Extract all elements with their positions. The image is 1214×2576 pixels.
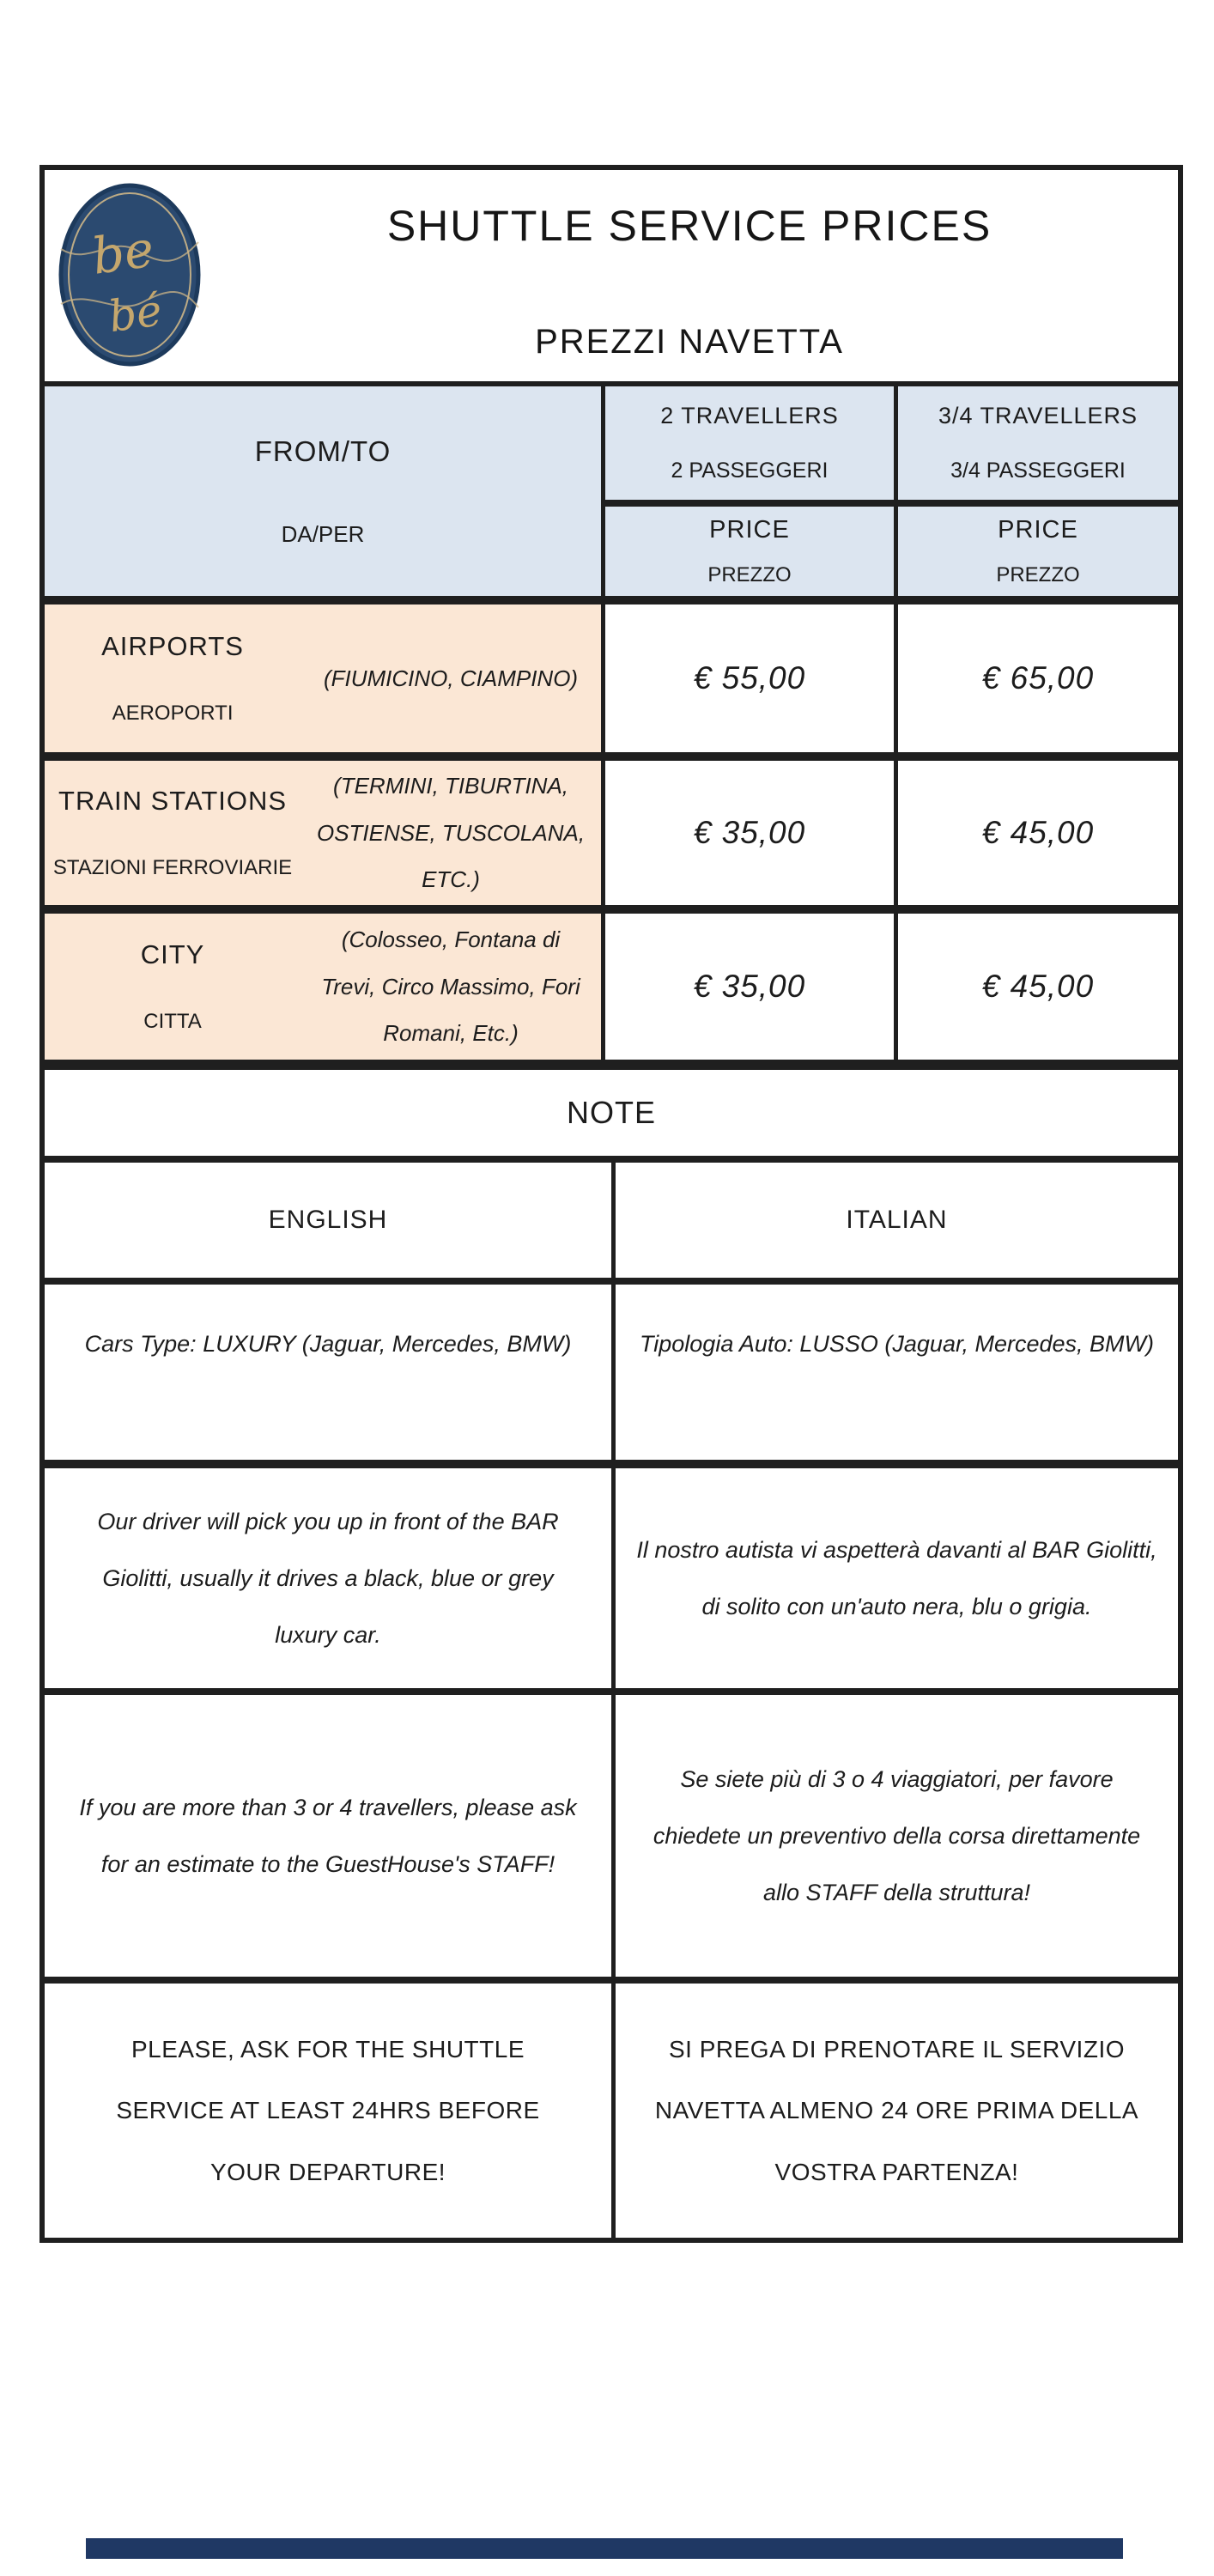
2-travellers-it: 2 PASSEGGERI [671, 459, 829, 483]
note-cell-en [45, 1468, 611, 1688]
note-cell-en [45, 1695, 611, 1977]
price-table-header [45, 381, 1178, 596]
note-cell-it [611, 1468, 1178, 1688]
2-travellers-en: 2 TRAVELLERS [660, 403, 839, 428]
guesthouse-logo-icon [58, 182, 201, 368]
destination-detail: (FIUMICINO, CIAMPINO) [323, 665, 579, 691]
note-cell-en [45, 1984, 611, 2238]
destination-names [45, 939, 300, 1034]
shuttle-price-sheet [39, 165, 1183, 2243]
destination-en: TRAIN STATIONS [58, 786, 288, 816]
english-column-header-cell [45, 1163, 611, 1278]
note-section-header [45, 1060, 1178, 1156]
price-value: € 45,00 [981, 969, 1095, 1004]
english-header: ENGLISH [268, 1206, 388, 1234]
note-text-it: Se siete più di 3 o 4 viaggiatori, per favore chiedete un preventivo della corsa direttamente allo STAFF della struttura! [653, 1765, 1141, 1906]
price-value: € 45,00 [981, 815, 1095, 850]
34-travellers-it: 3/4 PASSEGGERI [950, 459, 1126, 483]
document-titles [209, 182, 1169, 381]
price-34-it: PREZZO [996, 562, 1080, 586]
destination-en: AIRPORTS [101, 631, 244, 661]
page-subtitle: PREZZI NAVETTA [535, 323, 844, 361]
note-cell-it [611, 1984, 1178, 2238]
from-to-en: FROM/TO [254, 434, 392, 467]
table-row-train-stations [45, 752, 1178, 905]
language-header-row [45, 1156, 1178, 1278]
page-title: SHUTTLE SERVICE PRICES [386, 202, 992, 250]
price-cell-34pax [894, 761, 1178, 905]
price-cell-34pax [894, 605, 1178, 752]
destination-detail: (Colosseo, Fontana di Trevi, Circo Massimo, Fori Romani, Etc.) [321, 927, 580, 1047]
destination-it: STAZIONI FERROVIARIE [52, 856, 293, 879]
price-2-en: PRICE [709, 515, 790, 544]
header-price-2 [601, 507, 894, 596]
italian-column-header-cell [611, 1163, 1178, 1278]
price-value: € 65,00 [981, 660, 1095, 696]
note-text-en: Our driver will pick you up in front of the BAR Giolitti, usually it drives a black, blue or grey luxury car. [97, 1508, 559, 1649]
destination-detail: (TERMINI, TIBURTINA, OSTIENSE, TUSCOLANA, ETC.) [316, 773, 586, 893]
price-34-en: PRICE [998, 515, 1078, 544]
destination-en: CITY [140, 939, 205, 969]
note-cell-it [611, 1695, 1178, 1977]
note-text-it: Il nostro autista vi aspetterà davanti al BAR Giolitti, di solito con un'auto nera, blu o grigia. [636, 1536, 1157, 1619]
note-text-en: Cars Type: LUXURY (Jaguar, Mercedes, BMW) [84, 1331, 572, 1357]
note-text-it: SI PREGA DI PRENOTARE IL SERVIZIO NAVETTA ALMENO 24 ORE PRIMA DELLA VOSTRA PARTENZA! [654, 2035, 1139, 2185]
price-cell-2pax [601, 761, 894, 905]
note-cell-en [45, 1285, 611, 1460]
destination-it: AEROPORTI [112, 702, 234, 725]
note-text-en: PLEASE, ASK FOR THE SHUTTLE SERVICE AT LEAST 24HRS BEFORE YOUR DEPARTURE! [116, 2035, 540, 2185]
table-row-city [45, 905, 1178, 1060]
destination-names [45, 631, 300, 726]
note-row-driver-pickup [45, 1460, 1178, 1688]
note-text-it: Tipologia Auto: LUSSO (Jaguar, Mercedes, BMW) [640, 1331, 1154, 1357]
price-value: € 35,00 [693, 969, 806, 1004]
note-cell-it [611, 1285, 1178, 1460]
note-title: NOTE [566, 1095, 656, 1130]
header-from-to [45, 386, 601, 596]
table-row-airports [45, 596, 1178, 752]
destination-cell [45, 761, 601, 905]
price-cell-34pax [894, 914, 1178, 1060]
note-text-en: If you are more than 3 or 4 travellers, please ask for an estimate to the GuestHouse's STAFF! [79, 1794, 577, 1877]
footer-accent-bar [86, 2538, 1123, 2559]
price-cell-2pax [601, 605, 894, 752]
destination-it: CITTA [143, 1010, 202, 1033]
header-price-34 [894, 507, 1178, 596]
title-block [45, 170, 1178, 381]
34-travellers-en: 3/4 TRAVELLERS [938, 403, 1138, 428]
destination-cell [45, 914, 601, 1060]
header-2-travellers [601, 386, 894, 507]
destination-cell [45, 605, 601, 752]
header-34-travellers [894, 386, 1178, 507]
note-row-group-estimate [45, 1688, 1178, 1977]
price-cell-2pax [601, 914, 894, 1060]
from-to-it: DA/PER [281, 520, 365, 547]
price-value: € 55,00 [693, 660, 806, 696]
note-row-24hrs-booking [45, 1977, 1178, 2238]
destination-names [45, 786, 300, 880]
guesthouse-logo [58, 182, 209, 381]
price-2-it: PREZZO [707, 562, 792, 586]
italian-header: ITALIAN [846, 1206, 948, 1234]
logo-text-line1: be [88, 219, 158, 286]
logo-text-line2: bé [106, 285, 166, 343]
note-row-cars-type [45, 1278, 1178, 1460]
price-value: € 35,00 [693, 815, 806, 850]
